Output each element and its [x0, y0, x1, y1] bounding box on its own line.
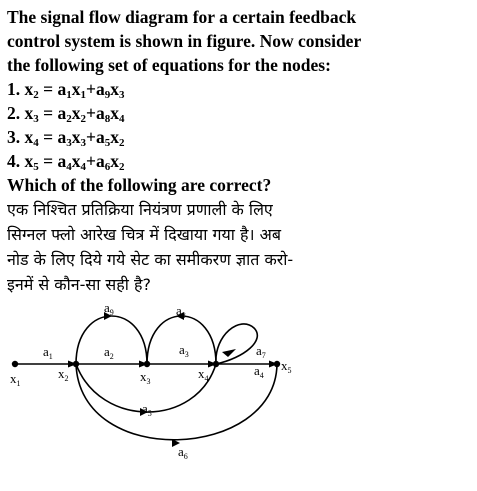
signal-flow-diagram	[0, 295, 477, 491]
question-line-3: the following set of equations for the nodes:	[7, 55, 331, 75]
hindi-line-1: एक निश्चित प्रतिक्रिया नियंत्रण प्रणाली के लिए	[7, 200, 273, 219]
question-ask: Which of the following are correct?	[7, 175, 272, 195]
branch-a7	[216, 324, 257, 364]
equation-2: 2. $x_3 = a_2x_2+a_8x_4$	[7, 103, 125, 125]
node-x1	[12, 361, 18, 367]
gain-a4-label: $a_4$	[254, 363, 264, 380]
gain-a3-label: $a_3$	[179, 342, 189, 359]
question-line-2: control system is shown in figure. Now consider	[7, 31, 362, 51]
gain-a8-label: $a_8$	[176, 303, 186, 320]
node-x2	[73, 361, 79, 367]
gain-a9-label: $a_9$	[104, 300, 114, 317]
gain-a1-label: $a_1$	[43, 344, 53, 361]
node-x3-label: $x_3$	[140, 369, 151, 386]
gain-a5-label: $a_5$	[142, 401, 152, 418]
gain-a6-label: $a_6$	[178, 444, 188, 461]
node-x3	[144, 361, 150, 367]
node-x5-label: $x_5$	[281, 358, 292, 375]
node-x1-label: $x_1$	[10, 371, 21, 388]
node-x4	[213, 361, 219, 367]
node-x5	[274, 361, 280, 367]
hindi-line-4: इनमें से कौन-सा सही है?	[7, 275, 151, 294]
gain-a7-label: $a_7$	[256, 343, 266, 360]
branch-a6	[76, 364, 277, 440]
gain-a2-label: $a_2$	[104, 344, 114, 361]
equation-3: 3. $x_4 = a_3x_3+a_5x_2$	[7, 127, 125, 149]
node-x2-label: $x_2$	[58, 366, 69, 383]
hindi-line-2: सिग्नल फ्लो आरेख चित्र में दिखाया गया है। अब	[7, 225, 281, 244]
question-line-1: The signal flow diagram for a certain feedback	[7, 7, 357, 27]
branch-a7-arrow	[222, 349, 236, 357]
equation-1: 1. $x_2 = a_1x_1+a_9x_3$	[7, 79, 125, 101]
hindi-line-3: नोड के लिए दिये गये सेट का समीकरण ज्ञात करो-	[7, 250, 294, 269]
node-x4-label: $x_4$	[198, 366, 209, 383]
equation-4: 4. $x_5 = a_4x_4+a_6x_2$	[7, 151, 125, 173]
